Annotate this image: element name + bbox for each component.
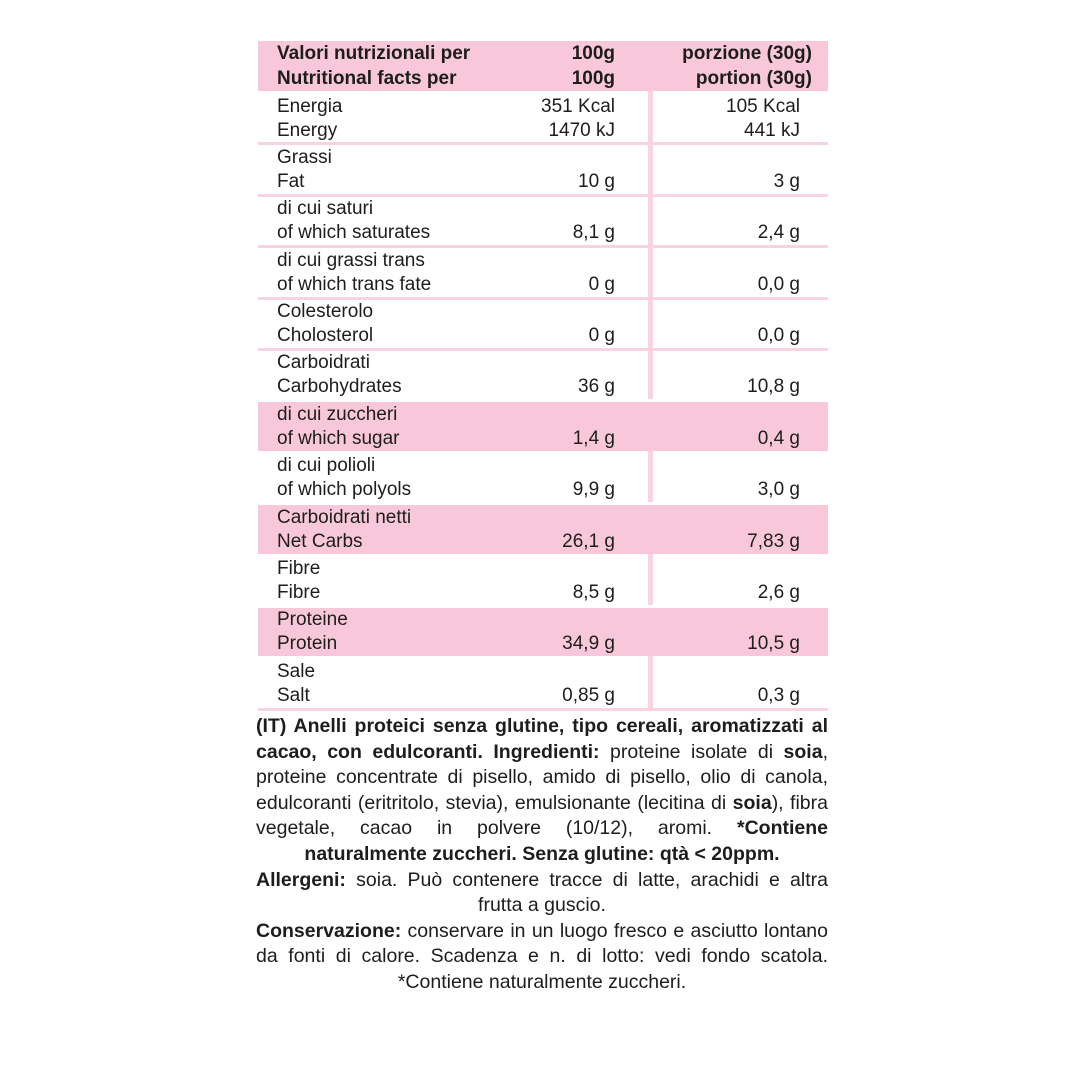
row-left-group [258, 351, 615, 399]
table-row [258, 554, 828, 605]
row-label-en: Net Carbs [277, 530, 363, 552]
row-value-portion [615, 454, 828, 502]
row-label [258, 403, 400, 451]
row-label [258, 608, 348, 656]
row-value-100g [573, 403, 615, 451]
row-value-100g-top [573, 454, 615, 478]
row-label-it: Carboidrati netti [277, 506, 412, 528]
row-label-it: Carboidrati [277, 352, 370, 374]
table-row [258, 194, 828, 245]
row-value-portion-bottom: 441 kJ [744, 119, 800, 141]
row-value-portion-bottom: 0,0 g [757, 325, 800, 347]
row-value-100g-top: 351 Kcal [541, 95, 615, 117]
table-body [258, 91, 828, 711]
row-label-it: di cui polioli [277, 455, 376, 477]
row-label-en: Fibre [277, 582, 321, 604]
row-value-100g-bottom: 10 g [578, 170, 615, 192]
row-value-portion-top [615, 506, 800, 530]
row-value-portion-bottom: 0,3 g [757, 684, 800, 706]
row-value-portion [615, 403, 828, 451]
row-label-it: di cui zuccheri [277, 403, 398, 425]
row-label-it: Proteine [277, 609, 348, 631]
row-value-100g-bottom: 36 g [578, 376, 615, 398]
header-portion-it: porzione (30g) [682, 43, 812, 64]
row-left-group [258, 249, 615, 297]
row-value-100g-top [573, 557, 615, 581]
row-value-100g-bottom: 1470 kJ [548, 119, 615, 141]
row-label [258, 351, 402, 399]
header-100g-line2: 100g [571, 68, 615, 89]
row-label-en: Protein [277, 633, 338, 655]
row-value-100g-top [562, 506, 615, 530]
row-left-group [258, 95, 615, 143]
row-label-it: Fibre [277, 558, 321, 580]
row-value-portion-bottom: 3,0 g [757, 479, 800, 501]
row-value-100g-top [578, 351, 615, 375]
row-left-group [258, 300, 615, 348]
row-value-100g [541, 95, 615, 143]
row-label-it: Sale [277, 660, 316, 682]
table-row [258, 451, 828, 502]
row-value-portion-top [615, 608, 800, 632]
row-value-portion [615, 660, 828, 708]
row-value-100g [589, 249, 615, 297]
row-value-100g [573, 454, 615, 502]
row-label-en: Salt [277, 684, 310, 706]
row-value-portion-bottom: 10,8 g [747, 376, 800, 398]
row-label-en: Cholosterol [277, 325, 374, 347]
table-row [258, 399, 828, 450]
row-label-en: of which saturates [277, 222, 431, 244]
row-value-portion [615, 351, 828, 399]
row-value-portion [615, 249, 828, 297]
row-left-group [258, 403, 615, 451]
row-label-it: Colesterolo [277, 301, 374, 323]
row-value-portion-top [615, 146, 800, 170]
row-value-portion-top [615, 403, 800, 427]
row-label [258, 95, 343, 143]
row-value-100g [573, 557, 615, 605]
row-value-portion [615, 557, 828, 605]
row-value-portion-bottom: 3 g [773, 170, 800, 192]
row-value-portion [615, 300, 828, 348]
row-value-portion-top [615, 197, 800, 221]
row-value-portion-bottom: 0,0 g [757, 273, 800, 295]
table-header [258, 41, 828, 91]
row-label-it: Energia [277, 95, 343, 117]
row-label [258, 454, 411, 502]
row-value-100g-bottom: 0,85 g [562, 684, 615, 706]
row-value-100g-top [573, 403, 615, 427]
row-label-en: of which polyols [277, 479, 412, 501]
row-label [258, 660, 315, 708]
row-value-100g-top [573, 197, 615, 221]
nutrition-table [258, 41, 828, 711]
row-left-group [258, 146, 615, 194]
header-left-group [258, 41, 615, 91]
row-value-100g-top [589, 249, 615, 273]
info-text-block [256, 714, 828, 996]
row-value-100g-bottom: 8,1 g [572, 222, 615, 244]
row-value-portion-bottom: 10,5 g [747, 633, 800, 655]
row-label-en: Fat [277, 170, 305, 192]
row-value-portion-bottom: 2,4 g [757, 222, 800, 244]
row-value-portion-top: 105 Kcal [726, 95, 800, 117]
row-label-en: of which sugar [277, 427, 400, 449]
row-label-it: di cui saturi [277, 198, 374, 220]
row-label [258, 146, 332, 194]
row-value-100g [573, 197, 615, 245]
table-row [258, 245, 828, 296]
row-label-en: Energy [277, 119, 338, 141]
row-value-100g [578, 146, 615, 194]
row-left-group [258, 506, 615, 554]
row-value-portion-top [615, 660, 800, 684]
row-value-portion [615, 197, 828, 245]
row-value-portion-top [615, 454, 800, 478]
table-row [258, 502, 828, 553]
row-left-group [258, 557, 615, 605]
row-value-100g [562, 660, 615, 708]
row-value-portion-bottom: 7,83 g [747, 530, 800, 552]
header-title [258, 41, 470, 91]
header-title-en: Nutritional facts per [277, 68, 457, 89]
row-value-100g-top [562, 660, 615, 684]
header-col-portion [615, 41, 828, 91]
header-100g-line1: 100g [571, 43, 615, 64]
storage-paragraph: Conservazione: conservare in un luogo fresco e asciutto lontano da fonti di calore. Scadenza e n. di lotto: vedi fondo scatola. *Contiene naturalmente zuccheri. [256, 919, 828, 993]
row-label-en: Carbohydrates [277, 376, 402, 398]
row-value-100g [578, 351, 615, 399]
row-value-portion [615, 608, 828, 656]
table-row [258, 656, 828, 707]
header-col-100g [572, 41, 615, 91]
row-value-portion-top [615, 300, 800, 324]
table-row [258, 91, 828, 142]
row-left-group [258, 454, 615, 502]
allergens-paragraph: Allergeni: soia. Può contenere tracce di latte, arachidi e altra frutta a guscio. [256, 868, 828, 917]
table-row [258, 142, 828, 193]
row-label [258, 506, 411, 554]
row-label [258, 249, 431, 297]
row-value-portion-bottom: 2,6 g [757, 582, 800, 604]
ingredients-paragraph: (IT) Anelli proteici senza glutine, tipo cereali, aromatizzati al cacao, con edulcoranti. Ingredienti: proteine isolate di soia, proteine concentrate di pisello, amido di pisello, olio di canola, edulcoranti (eritritolo, stevia), emulsionante (lecitina di soia), fibra vegetale, cacao in polvere (10/12), aromi. *Contiene naturalmente zuccheri. Senza glutine: qtà < 20ppm. [256, 715, 828, 865]
table-row [258, 297, 828, 348]
row-label-it: Grassi [277, 146, 332, 168]
row-label [258, 557, 320, 605]
row-label [258, 300, 373, 348]
row-value-portion-top [615, 249, 800, 273]
row-value-portion [615, 506, 828, 554]
table-row [258, 348, 828, 399]
row-value-100g [589, 300, 615, 348]
row-value-portion-top [615, 351, 800, 375]
row-left-group [258, 660, 615, 708]
row-value-100g-bottom: 1,4 g [572, 427, 615, 449]
row-value-100g-top [589, 300, 615, 324]
row-value-portion-top [615, 557, 800, 581]
row-value-100g-bottom: 9,9 g [572, 479, 615, 501]
row-value-100g-top [562, 608, 615, 632]
row-left-group [258, 608, 615, 656]
row-value-100g-bottom: 8,5 g [572, 582, 615, 604]
row-value-100g-bottom: 26,1 g [562, 530, 615, 552]
row-value-100g-top [578, 146, 615, 170]
row-value-portion [615, 146, 828, 194]
row-value-100g [562, 608, 615, 656]
row-value-portion [615, 95, 828, 143]
row-value-portion-bottom: 0,4 g [757, 427, 800, 449]
row-value-100g-bottom: 0 g [588, 325, 615, 347]
header-title-it: Valori nutrizionali per [277, 43, 471, 64]
row-label-en: of which trans fate [277, 273, 432, 295]
row-value-100g-bottom: 34,9 g [562, 633, 615, 655]
row-label [258, 197, 430, 245]
row-value-100g [562, 506, 615, 554]
row-label-it: di cui grassi trans [277, 249, 425, 271]
table-row [258, 605, 828, 656]
row-value-100g-bottom: 0 g [588, 273, 615, 295]
row-left-group [258, 197, 615, 245]
header-portion-en: portion (30g) [695, 68, 812, 89]
